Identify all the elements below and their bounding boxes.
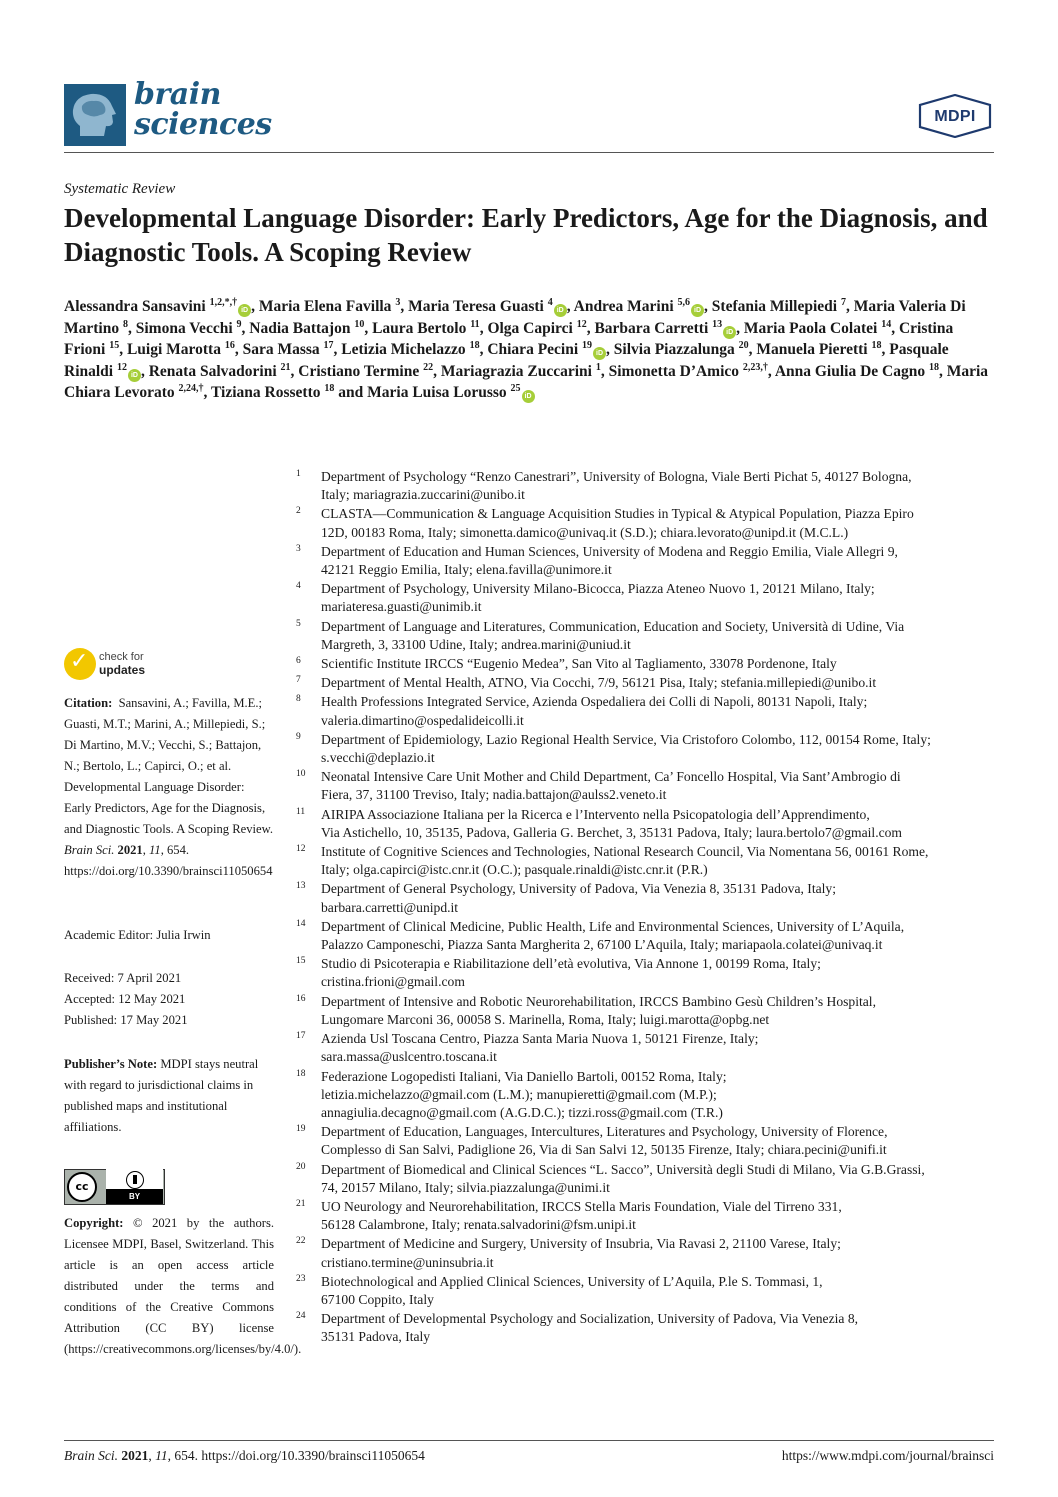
affiliation-number: 24 [296,1311,306,1322]
affiliation-item [296,955,1000,991]
dates-block [64,968,274,1031]
author-separator: , [479,319,488,337]
affiliation-line: Department of Developmental Psychology and Socialization, University of Padova, Via Venezia 8, [321,1311,859,1327]
author-separator: , [234,341,243,358]
author-name[interactable]: Tiziana Rossetto [211,384,325,401]
author-separator: , [241,319,250,337]
footer-year: 2021 [121,1448,149,1463]
author-affiliation-marker: 9 [236,318,242,330]
affiliation-line: Department of Intensive and Robotic Neurorehabilitation, IRCCS Bambino Gesù Children’s Hospital, [321,993,876,1009]
author-affiliation-marker: 11 [470,318,480,330]
author-affiliation-marker: 4 [547,297,553,308]
affiliation-item [296,468,1000,504]
affiliation-line: Complesso di San Salvi, Padiglione 26, Via di San Salvi 12, 50135 Firenze, Italy; chiara.pecini@unifi.it [321,1142,887,1158]
affiliation-number: 13 [296,881,306,892]
affiliation-line: annagiulia.decagno@gmail.com (A.G.D.C.); tizzi.ross@gmail.com (T.R.) [321,1104,723,1120]
citation-text: Sansavini, A.; Favilla, M.E.; Guasti, M.T.; Marini, A.; Millepiedi, S.; Di Martino, M.V.; Vecchi, S.; Battajon, N.; Bertolo, L.; Capirci, O.; et al. Developmental Language Disorder: Early Predictors, Age for the Diagnosis, and Diagnostic Tools. A Scoping Review. [64,696,274,836]
affiliation-line: barbara.carretti@unipd.it [321,899,459,915]
publisher-name: MDPI [934,108,976,125]
author-separator: , [433,362,441,380]
affiliation-line: Palazzo Camponeschi, Piazza Santa Margherita 2, 67100 L’Aquila, Italy; mariapaola.colatei@univaq.it [321,937,883,953]
author-name[interactable]: Maria Elena Favilla [258,298,396,315]
author-separator: , [938,362,947,380]
author-name[interactable]: Mariagrazia Zuccarini [440,362,596,380]
affiliation-line: CLASTA—Communication & Language Acquisition Studies in Typical & Atypical Population, Piazza Epiro [321,506,914,522]
author-affiliation-marker: 21 [280,361,291,373]
author-affiliation-marker: 5,6 [677,297,691,308]
citation-volume: 11 [149,843,161,857]
author-name[interactable]: Simonetta D’Amico [608,362,743,380]
affiliation-item [296,580,1000,616]
author-name[interactable]: Sara Massa [242,341,324,358]
affiliation-line: Fiera, 37, 31100 Treviso, Italy; nadia.battajon@aulss2.veneto.it [321,787,667,803]
author-name[interactable]: Maria Valeria Di Martino [64,298,966,337]
affiliation-number: 5 [296,618,301,629]
citation-year: 2021 [117,843,143,857]
author-name[interactable]: Manuela Pieretti [756,341,872,358]
orcid-icon[interactable]: iD [522,390,535,403]
author-separator: , [119,341,127,358]
affiliation-line: 56128 Calambrone, Italy; renata.salvadorini@fsm.unipi.it [321,1217,636,1233]
orcid-icon[interactable]: iD [238,304,251,317]
affiliation-number: 8 [296,694,301,705]
author-separator: , [736,319,744,337]
affiliation-item [296,505,1000,541]
affiliation-item [296,543,1000,579]
author-affiliation-marker: 14 [881,318,892,330]
footer-divider [64,1440,994,1441]
author-separator: and [334,384,368,401]
brain-head-icon [64,84,126,146]
author-affiliation-marker: 3 [395,297,401,308]
cc-by-label: BY [106,1189,163,1204]
author-name[interactable]: Barbara Carretti [594,319,713,337]
footer-journal: Brain Sci. [64,1448,118,1463]
journal-logo[interactable] [64,77,284,146]
affiliation-number: 4 [296,581,301,592]
affiliation-number: 17 [296,1031,306,1042]
footer-journal-url[interactable]: https://www.mdpi.com/journal/brainsci [781,1448,994,1463]
check-icon: ✓ [64,648,96,680]
publisher-note-label: Publisher’s Note: [64,1057,158,1071]
author-separator: , [566,298,574,315]
author-name[interactable]: Maria Chiara Levorato [64,362,989,401]
affiliation-line: Health Professions Integrated Service, Azienda Ospedaliera dei Colli di Napoli, 80131 Napoli, Italy; [321,694,868,710]
copyright-text: © 2021 by the authors. Licensee MDPI, Basel, Switzerland. This article is an open access article distributed under the terms and conditions of the Creative Commons Attribution (CC BY) license (https://creativecommons.org/licenses/by/4.0/). [64,1216,302,1356]
author-separator: , [127,319,136,337]
author-affiliation-marker: 1 [595,361,601,373]
author-separator: , [600,362,609,380]
affiliation-item [296,1030,1000,1066]
affiliation-number: 18 [296,1068,306,1079]
affiliation-item [296,731,1000,767]
author-separator: , [290,362,299,380]
author-affiliation-marker: 2,24,† [178,383,204,394]
affiliation-line: 67100 Coppito, Italy [321,1291,434,1307]
author-affiliation-marker: 12 [576,318,587,330]
affiliation-number: 11 [296,806,306,817]
affiliation-item [296,655,1000,673]
affiliation-line: Italy; olga.capirci@istc.cnr.it (O.C.); pasquale.rinaldi@istc.cnr.it (P.R.) [321,862,708,878]
author-separator: , [704,298,712,315]
affiliation-number: 19 [296,1124,306,1135]
affiliation-line: valeria.dimartino@ospedalideicolli.it [321,712,524,728]
orcid-icon[interactable]: iD [128,369,141,382]
received-date: Received: 7 April 2021 [64,971,182,985]
affiliation-line: Azienda Usl Toscana Centro, Piazza Santa Maria Nuova 1, 50121 Firenze, Italy; [321,1031,759,1047]
author-affiliation-marker: 12 [116,361,127,373]
publisher-note [64,1054,274,1138]
affiliation-line: Italy; mariagrazia.zuccarini@unibo.it [321,487,525,503]
affiliation-item [296,1161,1000,1197]
author-affiliation-marker: 18 [324,383,335,394]
author-name[interactable]: Maria Luisa Lorusso [367,384,511,401]
check-updates-line1: check for [99,651,144,663]
affiliation-line: Department of Language and Literatures, Communication, Education and Society, Università di Udine, Via [321,618,905,634]
affiliation-line: Department of Education, Languages, Intercultures, Literatures and Psychology, University of Florence, [321,1124,888,1140]
affiliation-line: cristina.frioni@gmail.com [321,974,465,990]
article-type: Systematic Review [64,181,176,197]
affiliation-line: Department of Psychology, University Milano-Bicocca, Piazza Ateneo Nuovo 1, 20121 Milano, Italy; [321,581,875,597]
author-name[interactable]: Chiara Pecini [487,341,583,358]
affiliation-item [296,1198,1000,1234]
affiliation-item [296,993,1000,1029]
author-name[interactable]: Pasquale Rinaldi [64,341,949,380]
author-affiliation-marker: 2,23,† [742,361,768,373]
author-name[interactable]: Stefania Millepiedi [711,298,841,315]
author-separator: , [606,341,614,358]
attribution-person-icon [126,1171,144,1189]
copyright-label: Copyright: [64,1216,124,1230]
orcid-icon[interactable]: iD [593,347,606,360]
author-separator: , [400,298,409,315]
academic-editor: Academic Editor: Julia Irwin [64,928,211,942]
affiliation-item [296,674,1000,692]
affiliation-line: Department of Epidemiology, Lazio Regional Health Service, Via Cristoforo Colombo, 112, 00154 Rome, Italy; [321,731,931,747]
citation-block: Citation: Sansavini, A.; Favilla, M.E.; Guasti, M.T.; Marini, A.; Millepiedi, S.; Di Martino, M.V.; Vecchi, S.; Battajon, N.; Bertolo, L.; Capirci, O.; et al. Developmental Language Disorder: Early Predictors, Age for the Diagnosis, and Diagnostic Tools. A Scoping Review. Brain Sci. 2021, 11, 654. https://doi.org/10.3390/brainsci11050654 [64,696,274,878]
author-affiliation-marker: 22 [423,361,434,373]
author-name[interactable]: Maria Teresa Guasti [408,298,548,315]
author-name[interactable]: Luigi Marotta [126,341,225,358]
affiliation-number: 21 [296,1198,306,1209]
author-name[interactable]: Maria Paola Colatei [743,319,882,337]
author-affiliation-marker: 17 [323,340,334,351]
affiliation-line: sara.massa@uslcentro.toscana.it [321,1049,497,1065]
affiliation-item [296,1068,1000,1123]
author-separator: , [845,298,854,315]
author-name[interactable]: Cristiano Termine [298,362,424,380]
author-name[interactable]: Alessandra Sansavini [64,298,210,315]
affiliation-number: 3 [296,543,301,554]
author-name[interactable]: Letizia Michelazzo [341,341,470,358]
affiliation-line: Biotechnological and Applied Clinical Sciences, University of L’Aquila, P.le S. Tommasi, 1, [321,1273,823,1289]
author-affiliation-marker: 1,2,*,† [209,297,238,308]
author-name[interactable]: Renata Salvadorini [148,362,281,380]
affiliation-number: 1 [296,469,301,479]
author-name[interactable]: Nadia Battajon [249,319,355,337]
author-separator: , [586,319,595,337]
affiliation-item [296,618,1000,654]
footer-citation: Brain Sci. 2021, 11, 654. https://doi.org/10.3390/brainsci11050654 [64,1448,425,1463]
check-for-updates-button[interactable] [64,648,184,682]
author-affiliation-marker: 16 [224,340,235,351]
author-name[interactable]: Anna Giulia De Cagno [774,362,929,380]
affiliation-line: AIRIPA Associazione Italiana per la Ricerca e l’Intervento nella Psicopatologia dell’Apprendimento, [321,806,870,822]
author-separator: , [364,319,373,337]
affiliation-line: Studio di Psicoterapia e Riabilitazione dell’età evolutiva, Via Annone 1, 00199 Roma, Italy; [321,956,821,972]
affiliation-line: mariateresa.guasti@unimib.it [321,599,482,615]
affiliation-item [296,918,1000,954]
affiliation-line: 35131 Padova, Italy [321,1329,431,1345]
journal-name-line1: brain [134,77,221,112]
publisher-note-text: MDPI stays neutral with regard to jurisdictional claims in published maps and institutional affiliations. [64,1057,259,1134]
author-affiliation-marker: 15 [109,340,120,351]
affiliation-line: Department of Clinical Medicine, Public Health, Life and Environmental Sciences, University of L’Aquila, [321,918,905,934]
author-affiliation-marker: 18 [871,340,882,351]
affiliation-number: 20 [296,1161,306,1172]
citation-journal: Brain Sci. [64,843,115,857]
affiliation-item [296,1273,1000,1309]
author-separator: , [767,362,775,380]
affiliation-item [296,806,1000,842]
author-separator: , [891,319,899,337]
author-list [64,296,1004,404]
author-name[interactable]: Silvia Piazzalunga [613,341,739,358]
affiliation-line: 42121 Reggio Emilia, Italy; elena.favilla@unimore.it [321,562,612,578]
affiliation-line: Margreth, 3, 33100 Udine, Italy; andrea.marini@uniud.it [321,636,631,652]
affiliation-item [296,1123,1000,1159]
affiliation-line: 74, 20157 Milano, Italy; silvia.piazzalunga@unimi.it [321,1179,610,1195]
affiliation-number: 7 [296,675,301,686]
affiliation-number: 10 [296,769,306,780]
author-affiliation-marker: 18 [469,340,480,351]
author-affiliation-marker: 8 [122,318,128,330]
affiliation-number: 12 [296,844,306,855]
affiliation-line: UO Neurology and Neurorehabilitation, IRCCS Stella Maris Foundation, Viale del Tirreno 331, [321,1198,842,1214]
author-separator: , [881,341,890,358]
affiliation-item [296,1310,1000,1346]
affiliation-line: Department of General Psychology, University of Padova, Via Venezia 8, 35131 Padova, Italy; [321,881,836,897]
affiliation-line: Department of Mental Health, ATNO, Via Cocchi, 7/9, 56121 Pisa, Italy; stefania.millepiedi@unibo.it [321,675,877,691]
author-affiliation-marker: 25 [510,383,521,394]
affiliation-number: 23 [296,1273,306,1284]
affiliation-number: 14 [296,918,306,929]
affiliation-line: letizia.michelazzo@gmail.com (L.M.); manupieretti@gmail.com (M.P.); [321,1086,717,1102]
affiliation-list [296,468,1000,1348]
published-date: Published: 17 May 2021 [64,1013,188,1027]
publisher-logo[interactable] [917,94,993,138]
author-separator: , [251,298,259,315]
affiliation-number: 16 [296,993,306,1004]
citation-doi[interactable]: , 654. https://doi.org/10.3390/brainsci11050654 [64,843,273,878]
creative-commons-icon: cc [67,1172,97,1202]
author-name[interactable]: Andrea Marini [573,298,678,315]
author-affiliation-marker: 20 [738,340,749,351]
journal-name-line2: sciences [134,107,272,142]
affiliation-number: 2 [296,506,301,517]
author-name[interactable]: Laura Bertolo [372,319,471,337]
author-separator: , [140,362,149,380]
footer-doi[interactable]: , 654. https://doi.org/10.3390/brainsci11050654 [167,1448,425,1463]
affiliation-line: Institute of Cognitive Sciences and Technologies, National Research Council, Via Nomentana 56, 00161 Rome, [321,844,929,860]
header-divider [64,152,994,153]
article-title: Developmental Language Disorder: Early Predictors, Age for the Diagnosis, and Diagnostic Tools. A Scoping Review [64,203,988,267]
cc-by-license-badge[interactable] [64,1169,165,1205]
author-separator: , [333,341,342,358]
affiliation-number: 15 [296,956,306,967]
affiliation-line: s.vecchi@deplazio.it [321,750,435,766]
affiliation-line: Federazione Logopedisti Italiani, Via Daniello Bartoli, 00152 Roma, Italy; [321,1068,727,1084]
author-name[interactable]: Cristina Frioni [64,319,954,358]
author-affiliation-marker: 7 [840,297,846,308]
affiliation-item [296,768,1000,804]
affiliation-line: Department of Biomedical and Clinical Sciences “L. Sacco”, Università degli Studi di Milano, Via G.B.Grassi, [321,1161,925,1177]
author-separator: , [479,341,488,358]
affiliation-item [296,693,1000,729]
affiliation-item [296,1235,1000,1271]
affiliation-line: Scientific Institute IRCCS “Eugenio Medea”, San Vito al Tagliamento, 33078 Pordenone, Italy [321,656,837,672]
author-separator: , [748,341,757,358]
author-name[interactable]: Simona Vecchi [135,319,237,337]
affiliation-line: Department of Psychology “Renzo Canestrari”, University of Bologna, Viale Berti Pichat 5, 40127 Bologna, [321,469,912,484]
affiliation-line: Neonatal Intensive Care Unit Mother and Child Department, Ca’ Foncello Hospital, Via Sant’Ambrogio di [321,769,901,785]
accepted-date: Accepted: 12 May 2021 [64,992,186,1006]
affiliation-line: Via Astichello, 10, 35135, Padova, Galleria G. Berchet, 3, 35131 Padova, Italy; laura.bertolo7@gmail.com [321,824,902,840]
affiliation-line: Department of Education and Human Sciences, University of Modena and Reggio Emilia, Viale Allegri 9, [321,543,898,559]
orcid-icon[interactable]: iD [723,326,736,339]
affiliation-number: 9 [296,731,301,742]
author-separator: , [203,384,211,401]
affiliation-number: 6 [296,656,301,667]
footer-volume: 11 [155,1448,168,1463]
orcid-icon[interactable]: iD [554,304,567,317]
author-affiliation-marker: 19 [582,340,593,351]
author-name[interactable]: Olga Capirci [487,319,577,337]
affiliation-item [296,880,1000,916]
affiliation-number: 22 [296,1236,306,1247]
affiliation-line: Lungomare Marconi 36, 00058 S. Marinella, Roma, Italy; luigi.marotta@opbg.net [321,1011,770,1027]
check-updates-line2: updates [99,663,146,677]
orcid-icon[interactable]: iD [691,304,704,317]
affiliation-line: cristiano.termine@uninsubria.it [321,1254,494,1270]
affiliation-line: 12D, 00183 Roma, Italy; simonetta.damico@univaq.it (S.D.); chiara.levorato@unipd.it (M.C.L.) [321,524,849,540]
citation-label: Citation: [64,696,113,710]
author-affiliation-marker: 10 [354,318,365,330]
author-affiliation-marker: 13 [712,318,723,330]
affiliation-item [296,843,1000,879]
affiliation-line: Department of Medicine and Surgery, University of Insubria, Via Ravasi 2, 21100 Varese, Italy; [321,1236,841,1252]
author-affiliation-marker: 18 [928,361,939,373]
